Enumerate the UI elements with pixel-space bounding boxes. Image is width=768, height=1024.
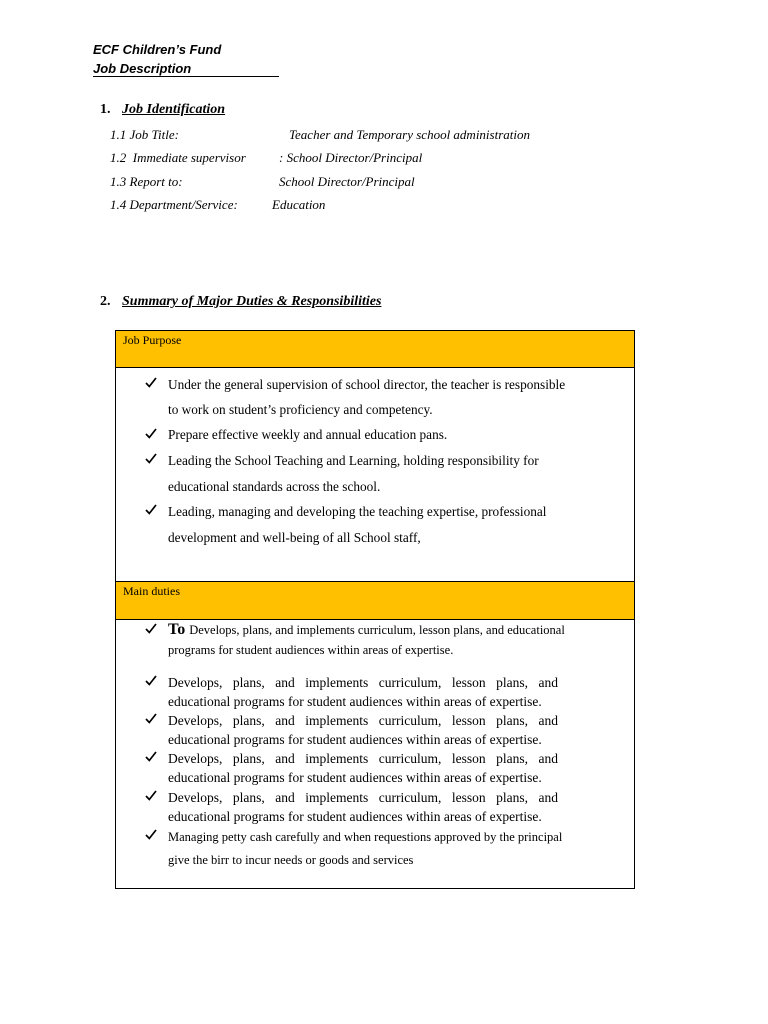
purpose-item-text: development and well-being of all School staff, [168, 530, 421, 545]
checkmark-icon [145, 453, 157, 464]
checkmark-icon [145, 623, 157, 634]
job-title-value: Teacher and Temporary school administration [289, 127, 530, 142]
checkmark-icon [145, 504, 157, 515]
duty-item-text: educational programs for student audiences within areas of expertise. [168, 732, 542, 747]
purpose-item-text: Prepare effective weekly and annual education pans. [168, 427, 448, 442]
department-label: 1.4 Department/Service: [110, 197, 238, 212]
section-2-title: Summary of Major Duties & Responsibilities [122, 294, 382, 309]
checkmark-icon [145, 751, 157, 762]
checkmark-icon [145, 829, 157, 840]
document-type: Job Description [93, 62, 279, 77]
checkmark-icon [145, 377, 157, 388]
checkmark-icon [145, 428, 157, 439]
department-value: Education [272, 197, 326, 212]
purpose-item-text: Leading the School Teaching and Learning, holding responsibility for [168, 453, 539, 468]
duty-item-text: Develops, plans, and implements curriculum, lesson plans, and [168, 713, 558, 728]
duty-item-text [168, 620, 565, 640]
main-duties-heading: Main duties [116, 581, 634, 620]
report-to-value: School Director/Principal [279, 174, 415, 189]
checkmark-icon [145, 713, 157, 724]
purpose-item-text: educational standards across the school. [168, 479, 381, 494]
checkmark-icon [145, 790, 157, 801]
supervisor-label: 1.2 Immediate supervisor [110, 150, 246, 165]
duty-item-text: educational programs for student audiences within areas of expertise. [168, 694, 542, 709]
org-name: ECF Children’s Fund [93, 42, 222, 57]
job-title-label: 1.1 Job Title: [110, 127, 179, 142]
checkmark-icon [145, 675, 157, 686]
purpose-item-text: to work on student’s proficiency and competency. [168, 402, 433, 417]
duty-item-line: Develops, plans, and implements curriculum, lesson plans, and educational [189, 623, 565, 637]
section-1-number: 1. [100, 102, 111, 117]
duty-item-text: give the birr to incur needs or goods and services [168, 853, 414, 867]
duty-item-text: Develops, plans, and implements curriculum, lesson plans, and [168, 675, 558, 690]
duty-item-text: Develops, plans, and implements curriculum, lesson plans, and [168, 751, 558, 766]
supervisor-value: : School Director/Principal [279, 150, 423, 165]
job-purpose-heading: Job Purpose [116, 331, 634, 368]
duty-item-text: programs for student audiences within areas of expertise. [168, 643, 454, 657]
report-to-label: 1.3 Report to: [110, 174, 183, 189]
duty-item-lead: To [168, 621, 186, 638]
purpose-item-text: Under the general supervision of school director, the teacher is responsible [168, 377, 566, 392]
purpose-item-text: Leading, managing and developing the teaching expertise, professional [168, 504, 547, 519]
duty-item-text: Develops, plans, and implements curriculum, lesson plans, and [168, 790, 558, 805]
section-1-title: Job Identification [122, 102, 226, 117]
section-2-number: 2. [100, 294, 111, 309]
duty-item-text: educational programs for student audiences within areas of expertise. [168, 809, 542, 824]
duty-item-text: Managing petty cash carefully and when requestions approved by the principal [168, 830, 563, 844]
duty-item-text: educational programs for student audiences within areas of expertise. [168, 770, 542, 785]
